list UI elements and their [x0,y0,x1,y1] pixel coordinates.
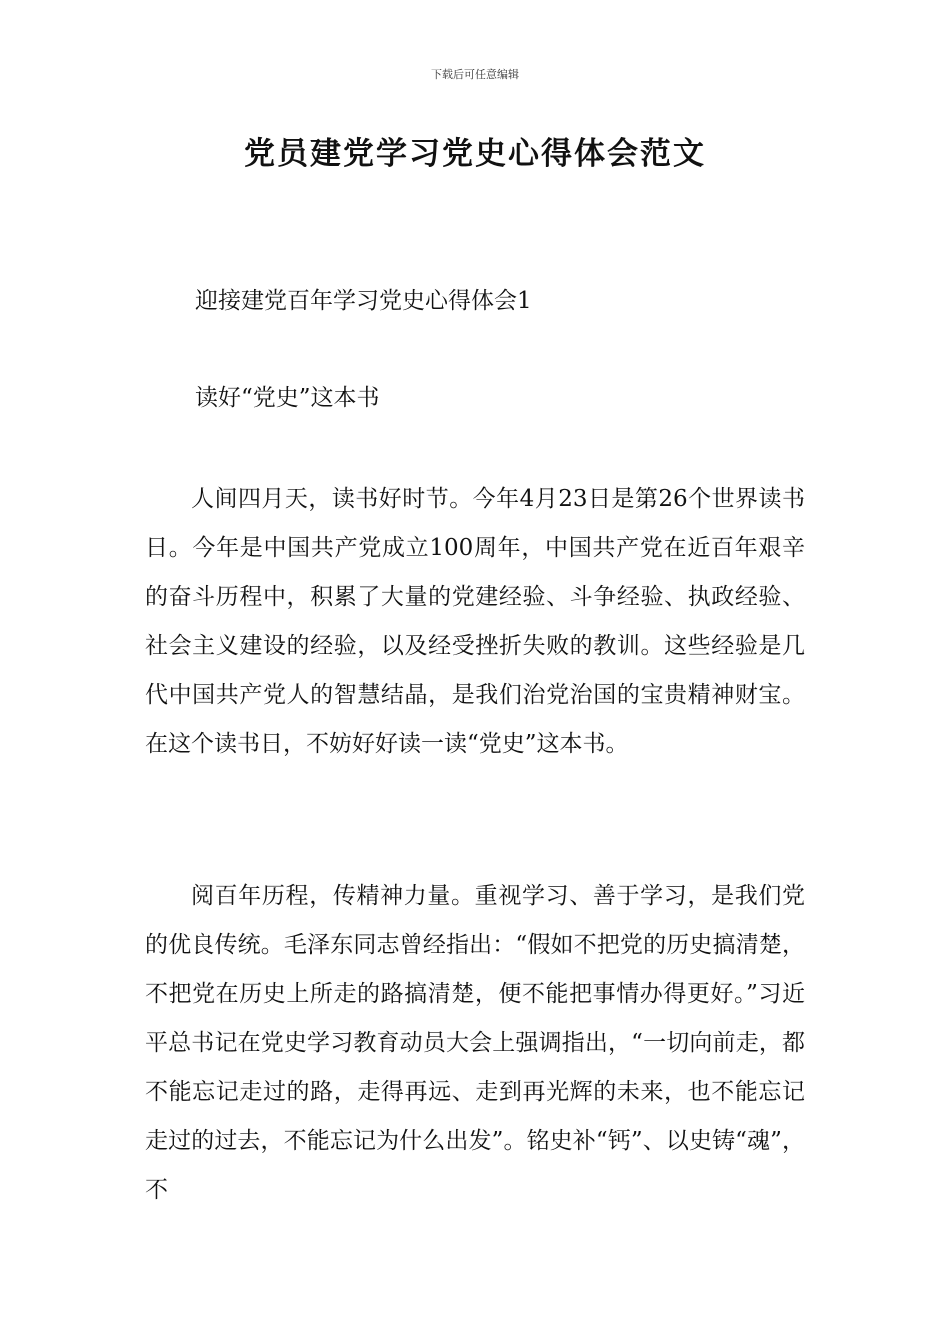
article-title: 读好“党史”这本书 [195,385,380,411]
document-title: 党员建党学习党史心得体会范文 [244,136,706,172]
body-paragraph-1: 人间四月天，读书好时节。今年4月23日是第26个世界读书日。今年是中国共产党成立100周年，中国共产党在近百年艰辛的奋斗历程中，积累了大量的党建经验、斗争经验、执政经验、社会主义建设的经验，以及经受挫折失败的教训。这些经验是几代中国共产党人的智慧结晶，是我们治党治国的宝贵精神财宝。在这个读书日，不妨好好读一读“党史”这本书。 [145,486,805,757]
header-note: 下载后可任意编辑 [431,68,519,81]
section-heading: 迎接建党百年学习党史心得体会1 [195,288,532,314]
body-paragraph-2: 阅百年历程，传精神力量。重视学习、善于学习，是我们党的优良传统。毛泽东同志曾经指出：“假如不把党的历史搞清楚，不把党在历史上所走的路搞清楚，便不能把事情办得更好。”习近平总书记在党史学习教育动员大会上强调指出，“一切向前走，都不能忘记走过的路，走得再远、走到再光辉的未来，也不能忘记走过的过去，不能忘记为什么出发”。铭史补“钙”、以史铸“魂”，不 [145,883,805,1203]
